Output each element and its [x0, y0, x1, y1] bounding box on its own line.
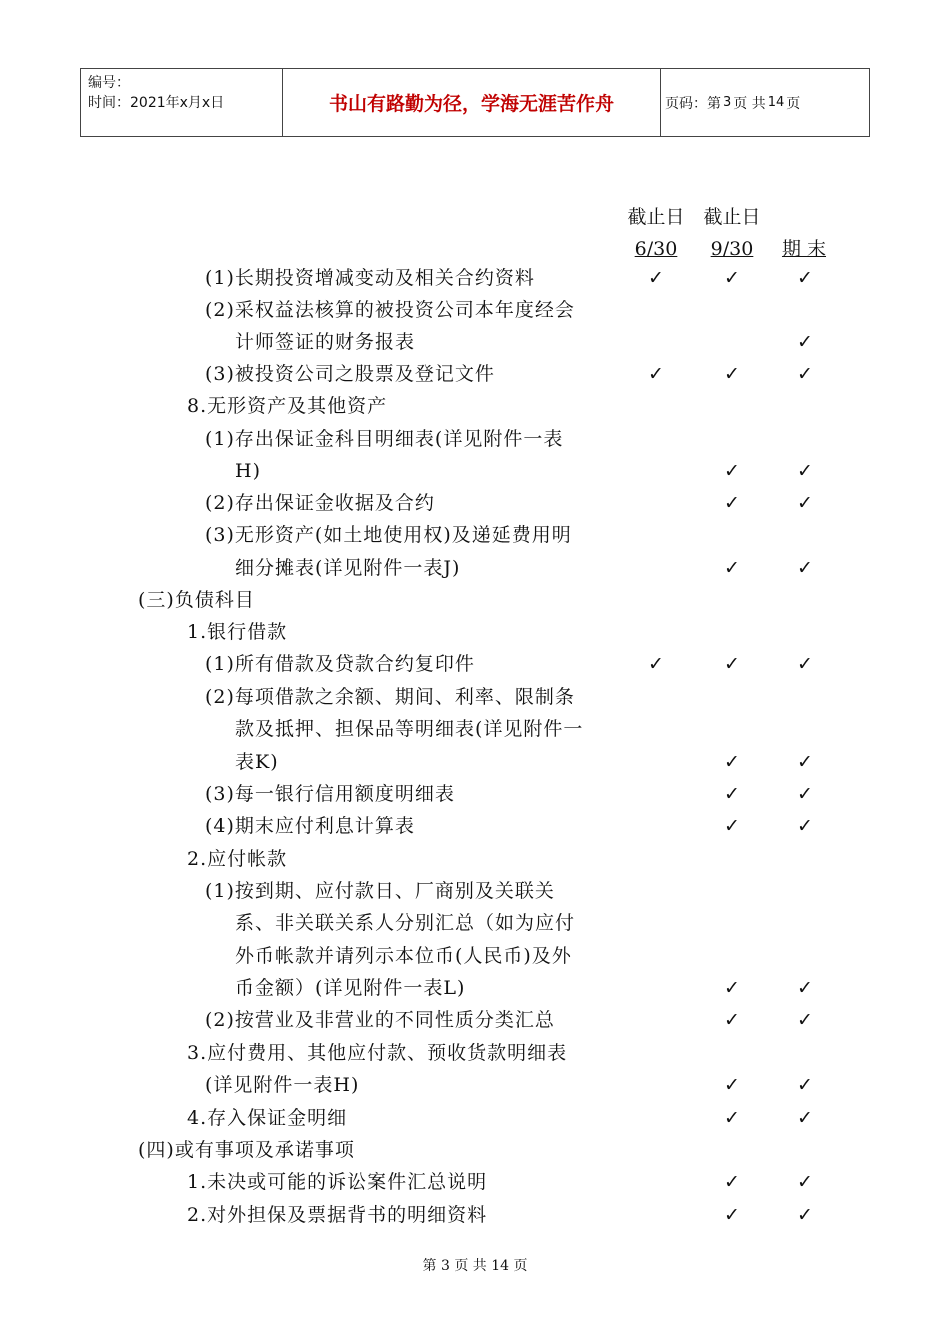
list-item: [0, 390, 950, 422]
check-icon: ✓: [797, 783, 813, 805]
list-item: [0, 810, 950, 842]
column-heading-6-30: [620, 201, 692, 265]
check-icon: ✓: [797, 492, 813, 514]
list-item: [0, 1134, 950, 1166]
item-text: 2.应付帐款: [187, 848, 288, 870]
check-icon: ✓: [797, 1171, 813, 1193]
check-icon: ✓: [797, 460, 813, 482]
item-text: 1.银行借款: [187, 621, 288, 643]
item-text: (4)期末应付利息计算表: [205, 815, 415, 837]
item-text: 表K): [235, 751, 279, 773]
item-text: 计师签证的财务报表: [235, 331, 416, 353]
check-icon: ✓: [797, 363, 813, 385]
check-icon: ✓: [797, 653, 813, 675]
check-icon: ✓: [797, 557, 813, 579]
check-icon: ✓: [724, 363, 740, 385]
number-label: 编号：: [88, 75, 130, 91]
list-item: [0, 681, 950, 713]
list-item: [0, 358, 950, 390]
check-icon: ✓: [797, 1074, 813, 1096]
list-item: [0, 584, 950, 616]
section-heading: (四)或有事项及承诺事项: [138, 1139, 355, 1161]
check-icon: ✓: [797, 977, 813, 999]
footer-suffix: 页: [513, 1258, 528, 1274]
list-item: [0, 843, 950, 875]
check-icon: ✓: [797, 815, 813, 837]
footer-page-total: 14: [491, 1258, 510, 1274]
check-icon: ✓: [797, 331, 813, 353]
list-item: [0, 455, 950, 487]
check-icon: ✓: [724, 783, 740, 805]
check-icon: ✓: [648, 267, 664, 289]
item-text: (3)每一银行信用额度明细表: [205, 783, 455, 805]
check-icon: ✓: [724, 1204, 740, 1226]
column-heading-6-30-line1: 截止日: [627, 206, 685, 228]
check-icon: ✓: [724, 653, 740, 675]
page-footer: [0, 1256, 950, 1276]
column-heading-period-end: [768, 233, 840, 265]
column-heading-9-30-line1: 截止日: [703, 206, 761, 228]
list-item: [0, 1004, 950, 1036]
item-text: (详见附件一表H): [205, 1074, 360, 1096]
list-item: [0, 519, 950, 551]
item-text: (3)被投资公司之股票及登记文件: [205, 363, 495, 385]
item-text: 4.存入保证金明细: [187, 1107, 348, 1129]
list-item: [0, 1166, 950, 1198]
list-item: [0, 940, 950, 972]
header-page-suffix: 页: [786, 95, 801, 112]
list-item: [0, 487, 950, 519]
check-icon: ✓: [724, 1171, 740, 1193]
header-page-number: [665, 69, 800, 136]
column-heading-period-end-label: 期 末: [781, 238, 827, 260]
list-item: [0, 778, 950, 810]
list-item: [0, 294, 950, 326]
item-text: 币金额）(详见附件一表L): [235, 977, 466, 999]
header-divider-2: [660, 69, 661, 136]
check-icon: ✓: [724, 267, 740, 289]
item-text: (2)存出保证金收据及合约: [205, 492, 435, 514]
item-text: (2)采权益法核算的被投资公司本年度经会: [205, 299, 575, 321]
column-heading-9-30: [696, 201, 768, 265]
list-item: [0, 648, 950, 680]
header-page-prefix: 页码：第: [665, 95, 721, 112]
list-item: [0, 1037, 950, 1069]
check-icon: ✓: [648, 653, 664, 675]
item-text: (2)每项借款之余额、期间、利率、限制条: [205, 686, 575, 708]
item-text: (1)存出保证金科目明细表(详见附件一表: [205, 428, 564, 450]
list-item: [0, 1199, 950, 1231]
check-icon: ✓: [797, 751, 813, 773]
list-item: [0, 746, 950, 778]
list-item: [0, 262, 950, 294]
check-icon: ✓: [724, 460, 740, 482]
list-item: [0, 326, 950, 358]
check-icon: ✓: [724, 492, 740, 514]
footer-prefix: 第: [422, 1258, 437, 1274]
item-text: 8.无形资产及其他资产: [187, 395, 388, 417]
list-item: [0, 713, 950, 745]
page-header: [80, 68, 870, 137]
check-icon: ✓: [724, 1009, 740, 1031]
header-page-current: 3: [723, 95, 732, 110]
header-border-right: [869, 69, 870, 136]
list-item: [0, 552, 950, 584]
header-page-total: 14: [767, 95, 785, 110]
list-item: [0, 1069, 950, 1101]
item-text: 款及抵押、担保品等明细表(详见附件一: [235, 718, 584, 740]
item-text: 系、非关联关系人分别汇总（如为应付: [235, 912, 576, 934]
item-text: H): [235, 460, 261, 482]
item-text: 3.应付费用、其他应付款、预收货款明细表: [187, 1042, 568, 1064]
item-text: (3)无形资产(如土地使用权)及递延费用明: [205, 524, 572, 546]
header-motto: 书山有路勤为径，学海无涯苦作舟: [328, 93, 614, 115]
check-icon: ✓: [797, 1009, 813, 1031]
item-text: (1)按到期、应付款日、厂商别及关联关: [205, 880, 555, 902]
list-item: [0, 972, 950, 1004]
item-text: 外币帐款并请列示本位币(人民币)及外: [235, 945, 572, 967]
check-icon: ✓: [724, 815, 740, 837]
check-icon: ✓: [797, 1107, 813, 1129]
item-text: (1)长期投资增减变动及相关合约资料: [205, 267, 535, 289]
list-item: [0, 616, 950, 648]
time-label: 时间：2021年x月x日: [88, 95, 225, 111]
list-item: [0, 1102, 950, 1134]
item-text: (1)所有借款及贷款合约复印件: [205, 653, 475, 675]
item-text: 1.未决或可能的诉讼案件汇总说明: [187, 1171, 488, 1193]
column-heading-6-30-date: 6/30: [634, 238, 678, 260]
list-item: [0, 875, 950, 907]
header-page-mid: 页 共: [733, 95, 766, 112]
list-item: [0, 423, 950, 455]
check-icon: ✓: [724, 751, 740, 773]
item-text: 2.对外担保及票据背书的明细资料: [187, 1204, 488, 1226]
check-icon: ✓: [724, 557, 740, 579]
header-border-left: [80, 69, 81, 136]
footer-page-current: 3: [440, 1258, 450, 1274]
item-text: 细分摊表(详见附件一表J): [235, 557, 461, 579]
check-icon: ✓: [724, 1107, 740, 1129]
check-icon: ✓: [724, 977, 740, 999]
footer-mid: 页 共: [454, 1258, 487, 1274]
check-icon: ✓: [724, 1074, 740, 1096]
check-icon: ✓: [648, 363, 664, 385]
section-heading: (三)负债科目: [138, 589, 255, 611]
header-meta: [88, 73, 224, 113]
list-item: [0, 907, 950, 939]
check-icon: ✓: [797, 267, 813, 289]
check-icon: ✓: [797, 1204, 813, 1226]
item-text: (2)按营业及非营业的不同性质分类汇总: [205, 1009, 555, 1031]
column-heading-9-30-date: 9/30: [710, 238, 754, 260]
